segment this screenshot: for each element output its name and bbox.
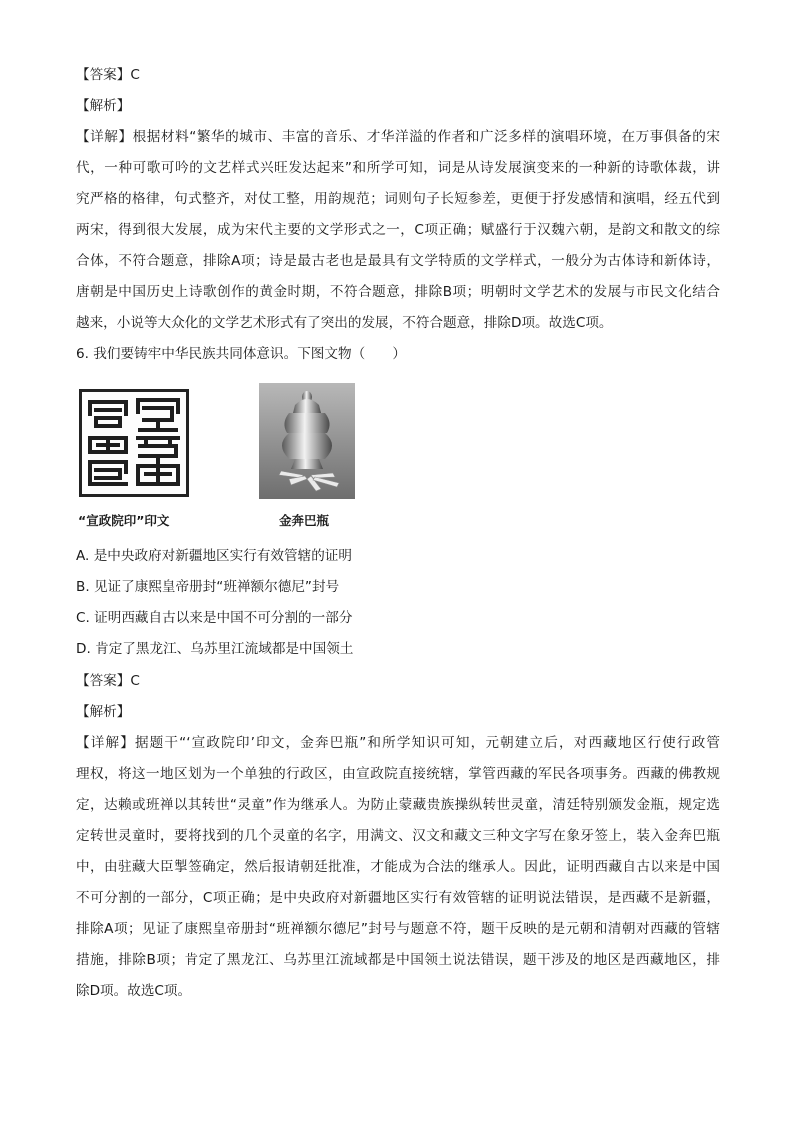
figure1-caption: “宣政院印”印文: [78, 513, 170, 528]
q6-detail-line: 除D项。故选C项。: [76, 983, 192, 999]
q5-detail-line: 【详解】根据材料“繁华的城市、丰富的音乐、才华洋溢的作者和广泛多样的演唱环境，在万事俱备的宋: [76, 129, 720, 145]
q6-option-b: B. 见证了康熙皇帝册封“班禅额尔德尼”封号: [76, 579, 340, 595]
q6-option-c: C. 证明西藏自古以来是中国不可分割的一部分: [76, 610, 353, 626]
q5-detail-line: 越来，小说等大众化的文学艺术形式有了突出的发展，不符合题意，排除D项。故选C项。: [76, 315, 613, 331]
seal-pattern-icon: [82, 392, 186, 494]
q6-analysis-tag: 【解析】: [76, 704, 131, 720]
q5-answer-value: C: [130, 67, 140, 83]
q6-detail-line: 定转世灵童时，要将找到的几个灵童的名字，用满文、汉文和藏文三种文字写在象牙签上，装入金奔巴瓶: [76, 828, 720, 844]
q6-detail-line: 【详解】据题干“‘宣政院印’印文，金奔巴瓶”和所学知识可知，元朝建立后，对西藏地区行使行政管: [76, 735, 720, 751]
q5-detail-line: 唐朝是中国历史上诗歌创作的黄金时期，不符合题意，排除B项；明朝时文学艺术的发展与市民文化结合: [76, 284, 720, 300]
q5-answer-line: [76, 65, 720, 85]
q6-detail-line: 中，由驻藏大臣掣签确定，然后报请朝廷批准，才能成为合法的继承人。因此，证明西藏自古以来是中国: [76, 859, 720, 875]
q5-detail-line: 两宋，得到很大发展，成为宋代主要的文学形式之一，C项正确；赋盛行于汉魏六朝，是韵文和散文的综: [76, 222, 720, 238]
q6-stem: 6. 我们要铸牢中华民族共同体意识。下图文物（ ）: [76, 346, 406, 362]
q5-answer-tag: 【答案】: [76, 67, 131, 83]
q6-detail-line: 措施，排除B项；肯定了黑龙江、乌苏里江流域都是中国领土说法错误，题干涉及的地区是西藏地区，排: [76, 952, 720, 968]
q6-answer-value: C: [130, 673, 140, 689]
golden-urn-image: [259, 383, 355, 499]
q5-analysis-tag: 【解析】: [76, 98, 131, 114]
seal-imprint-image: [79, 389, 189, 497]
q6-detail-line: 理权，将这一地区划为一个单独的行政区，由宣政院直接统辖，掌管西藏的军民各项事务。西藏的佛教规: [76, 766, 720, 782]
golden-urn-icon: [259, 383, 355, 499]
q6-answer-line: [76, 671, 720, 691]
q6-detail-line: 排除A项；见证了康熙皇帝册封“班禅额尔德尼”封号与题意不符，题干反映的是元朝和清朝对西藏的管辖: [76, 921, 720, 937]
figure2-caption: 金奔巴瓶: [279, 513, 330, 528]
q6-option-d: D. 肯定了黑龙江、乌苏里江流域都是中国领土: [76, 641, 354, 657]
q6-option-a: A. 是中央政府对新疆地区实行有效管辖的证明: [76, 548, 352, 564]
q5-detail-line: 究严格的格律，句式整齐，对仗工整，用韵规范；词则句子长短参差，更便于抒发感情和演唱，经五代到: [76, 191, 720, 207]
q5-detail-line: 合体，不符合题意，排除A项；诗是最古老也是最具有文学特质的文学样式，一般分为古体诗和新体诗，: [76, 253, 720, 269]
q6-detail-line: 不可分割的一部分，C项正确；是中央政府对新疆地区实行有效管辖的证明说法错误，是西藏不是新疆，: [76, 890, 720, 906]
q6-answer-tag: 【答案】: [76, 673, 131, 689]
q5-detail-line: 代，一种可歌可吟的文艺样式兴旺发达起来”和所学可知，词是从诗发展演变来的一种新的诗歌体裁，讲: [76, 160, 720, 176]
q6-detail-line: 定，达赖或班禅以其转世“灵童”作为继承人。为防止蒙藏贵族操纵转世灵童，清廷特别颁发金瓶，规定选: [76, 797, 720, 813]
